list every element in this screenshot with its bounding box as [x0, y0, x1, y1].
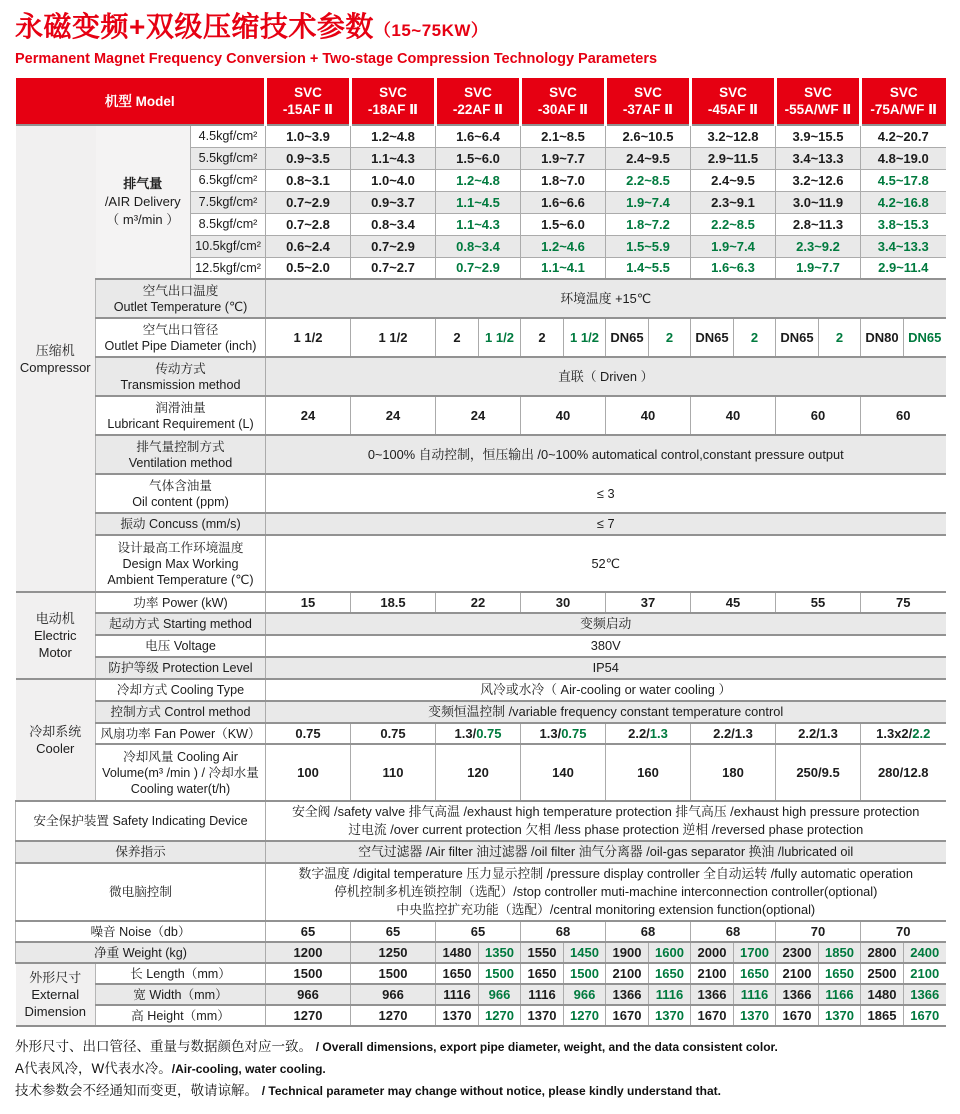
table-row	[16, 279, 946, 318]
value-cell: 100	[266, 744, 351, 801]
model-cell: SVC -55A/WF Ⅱ	[776, 78, 861, 125]
value-cell: 18.5	[351, 592, 436, 613]
value-cell: 2100	[776, 963, 819, 984]
row-label: 冷却风量 Cooling Air Volume(m³ /min ) / 冷却水量 Cooling water(t/h)	[96, 744, 266, 801]
model-cell: SVC -18AF Ⅱ	[351, 78, 436, 125]
group-label: 电动机 Electric Motor	[16, 592, 96, 679]
value-cell-green: 1370	[734, 1005, 776, 1026]
table-row	[16, 635, 946, 657]
model-cell: SVC -30AF Ⅱ	[521, 78, 606, 125]
parameters-table	[15, 78, 946, 1027]
value-cell: 1250	[351, 942, 436, 963]
value-cell: 1366	[776, 984, 819, 1005]
row-label: 润滑油量 Lubricant Requirement (L)	[96, 396, 266, 435]
value-cell	[861, 191, 946, 213]
value-cell: 2.2/1.3	[776, 723, 861, 744]
value-cell-green: 1116	[649, 984, 691, 1005]
value-cell: 3.2~12.8	[691, 125, 776, 147]
value-cell	[436, 191, 521, 213]
value-cell: 1.0~4.0	[351, 169, 436, 191]
green-value: 2.3~9.2	[796, 238, 840, 254]
value-cell-green: 2	[734, 318, 776, 357]
value-cell-green: 1166	[819, 984, 861, 1005]
value-cell-green: 1116	[734, 984, 776, 1005]
value-cell: 180	[691, 744, 776, 801]
green-value: 1.1~4.3	[456, 216, 500, 232]
value-cell: 0.7~2.9	[266, 191, 351, 213]
value-cell: 2	[436, 318, 479, 357]
value-cell: 70	[776, 921, 861, 942]
value-cell: DN65	[691, 318, 734, 357]
value-cell: 60	[776, 396, 861, 435]
value-cell: 1.9~7.7	[521, 147, 606, 169]
row-label: 噪音 Noise（db）	[16, 921, 266, 942]
value-cell-green: 1350	[479, 942, 521, 963]
span-value: 直联（ Driven ）	[266, 357, 946, 396]
value-cell-green: 1370	[649, 1005, 691, 1026]
value-cell: 2500	[861, 963, 904, 984]
value-cell: 70	[861, 921, 946, 942]
value-cell: 0.75	[266, 723, 351, 744]
table-row	[16, 592, 946, 613]
pressure-label: 12.5kgf/cm²	[191, 257, 266, 279]
value-cell: 2.1~8.5	[521, 125, 606, 147]
value-cell: 0.75	[351, 723, 436, 744]
span-value: ≤ 7	[266, 513, 946, 535]
table-row	[16, 863, 946, 921]
value-cell: 1650	[436, 963, 479, 984]
air-delivery-label: 排气量 /AIR Delivery （ m³/min ）	[96, 125, 191, 279]
row-label: 设计最高工作环境温度 Design Max Working Ambient Temperature (℃)	[96, 535, 266, 592]
value-cell-green: 2	[819, 318, 861, 357]
value-cell	[776, 257, 861, 279]
value-cell: 2.4~9.5	[691, 169, 776, 191]
value-cell: 40	[606, 396, 691, 435]
value-cell: 1200	[266, 942, 351, 963]
value-cell	[606, 169, 691, 191]
span-value: 380V	[266, 635, 946, 657]
value-cell: 40	[691, 396, 776, 435]
row-label: 防护等级 Protection Level	[96, 657, 266, 679]
value-cell: 2.9~11.5	[691, 147, 776, 169]
value-cell: 1900	[606, 942, 649, 963]
value-cell-green: 1650	[819, 963, 861, 984]
table-header-row	[16, 78, 946, 125]
row-label: 起动方式 Starting method	[96, 613, 266, 635]
value-cell-green: 1 1/2	[564, 318, 606, 357]
value-cell: 1.0~3.9	[266, 125, 351, 147]
table-row	[16, 701, 946, 723]
value-cell: 1116	[521, 984, 564, 1005]
value-cell: 1500	[351, 963, 436, 984]
value-cell-green: 2	[649, 318, 691, 357]
value-cell: 30	[521, 592, 606, 613]
value-cell: 1865	[861, 1005, 904, 1026]
green-value: 2.2~8.5	[711, 216, 755, 232]
value-cell: 2.4~9.5	[606, 147, 691, 169]
green-value: 1.4~5.5	[626, 260, 670, 276]
value-cell-green: 1500	[479, 963, 521, 984]
group-label: 外形尺寸 External Dimension	[16, 963, 96, 1026]
value-cell: 1 1/2	[266, 318, 351, 357]
value-cell: 2100	[606, 963, 649, 984]
value-cell: 55	[776, 592, 861, 613]
value-cell: 1.5~6.0	[436, 147, 521, 169]
value-cell: 45	[691, 592, 776, 613]
value-cell: 68	[521, 921, 606, 942]
value-cell-green: 1 1/2	[479, 318, 521, 357]
row-label: 微电脑控制	[16, 863, 266, 921]
span-value: 52℃	[266, 535, 946, 592]
value-cell	[861, 235, 946, 257]
note-zh: 技术参数会不经通知而变更，敬请谅解。	[15, 1083, 258, 1098]
row-label: 安全保护装置 Safety Indicating Device	[16, 801, 266, 841]
row-label: 功率 Power (kW)	[96, 592, 266, 613]
value-cell	[606, 191, 691, 213]
value-cell: 65	[266, 921, 351, 942]
value-cell: 24	[436, 396, 521, 435]
green-value: 0.75	[561, 726, 587, 741]
value-cell: 1670	[606, 1005, 649, 1026]
value-cell	[691, 213, 776, 235]
value-cell: 1.1~4.3	[351, 147, 436, 169]
value-cell	[691, 257, 776, 279]
model-cell: SVC -45AF Ⅱ	[691, 78, 776, 125]
value-cell	[691, 235, 776, 257]
value-cell: 24	[266, 396, 351, 435]
table-row	[16, 679, 946, 701]
value-cell: 1.3x2/2.2	[861, 723, 946, 744]
span-value: 环境温度 +15℃	[266, 279, 946, 318]
value-cell: 65	[351, 921, 436, 942]
value-cell: 2300	[776, 942, 819, 963]
model-cell: SVC -75A/WF Ⅱ	[861, 78, 946, 125]
value-cell-green: 1366	[904, 984, 946, 1005]
green-value: 2.2~8.5	[626, 172, 670, 188]
value-cell	[521, 235, 606, 257]
table-row	[16, 942, 946, 963]
value-cell: 2.8~11.3	[776, 213, 861, 235]
pressure-label: 8.5kgf/cm²	[191, 213, 266, 235]
value-cell: 1480	[436, 942, 479, 963]
value-cell: DN80	[861, 318, 904, 357]
row-label: 保养指示	[16, 841, 266, 863]
row-label: 高 Height（mm）	[96, 1005, 266, 1026]
value-cell: 68	[691, 921, 776, 942]
value-cell	[436, 257, 521, 279]
value-cell: 1370	[436, 1005, 479, 1026]
page-title	[15, 10, 945, 48]
value-cell: 1.6~6.6	[521, 191, 606, 213]
green-value: 2.9~11.4	[878, 260, 929, 276]
green-value: 3.8~15.3	[877, 216, 929, 232]
pressure-label: 6.5kgf/cm²	[191, 169, 266, 191]
value-cell: 4.8~19.0	[861, 147, 946, 169]
value-cell: DN65	[606, 318, 649, 357]
span-value: 空气过滤器 /Air filter 油过滤器 /oil filter 油气分离器 /oil-gas separator 换油 /lubricated oil	[266, 841, 946, 863]
value-cell	[861, 213, 946, 235]
span-value: 变频恒温控制 /variable frequency constant temperature control	[266, 701, 946, 723]
value-cell: 280/12.8	[861, 744, 946, 801]
note-line	[15, 1080, 945, 1102]
model-cell: SVC -22AF Ⅱ	[436, 78, 521, 125]
footnotes	[15, 1036, 945, 1102]
green-value: 1.3	[649, 726, 668, 741]
value-cell-green: 1650	[649, 963, 691, 984]
note-zh: A代表风冷，W代表水冷。	[15, 1061, 172, 1076]
page-title-zh: 永磁变频+双级压缩技术参数	[15, 11, 374, 42]
green-value: 1.6~6.3	[711, 260, 755, 276]
table-row	[16, 657, 946, 679]
value-cell: 40	[521, 396, 606, 435]
green-value: 1.9~7.7	[796, 260, 840, 276]
span-value: 安全阀 /safety valve 排气高温 /exhaust high temperature protection 排气高压 /exhaust high pressure protection 过电流 /over current protection 欠相 /less phase protection 逆相 /reversed phase protection	[266, 801, 946, 841]
row-label: 传动方式 Transmission method	[96, 357, 266, 396]
value-cell-green: 1270	[564, 1005, 606, 1026]
green-value: 2.2	[912, 726, 931, 741]
value-cell: 2000	[691, 942, 734, 963]
value-cell: 60	[861, 396, 946, 435]
table-row	[16, 474, 946, 513]
value-cell: 75	[861, 592, 946, 613]
note-en: / Technical parameter may change without notice, please kindly understand that.	[261, 1084, 721, 1098]
page-subtitle: Permanent Magnet Frequency Conversion + Two-stage Compression Technology Parameters	[15, 51, 658, 67]
value-cell-green: 1450	[564, 942, 606, 963]
value-cell: 2	[521, 318, 564, 357]
row-label: 气体含油量 Oil content (ppm)	[96, 474, 266, 513]
table-row	[16, 613, 946, 635]
green-value: 1.5~5.9	[626, 238, 670, 254]
green-value: 4.5~17.8	[877, 172, 929, 188]
value-cell-green: 1500	[564, 963, 606, 984]
note-en: /Air-cooling, water cooling.	[171, 1062, 326, 1076]
value-cell: 1500	[266, 963, 351, 984]
table-row	[16, 1005, 946, 1026]
value-cell: 3.4~13.3	[776, 147, 861, 169]
table-row	[16, 435, 946, 474]
green-value: 1.9~7.4	[626, 194, 670, 210]
value-cell: 1.3/0.75	[521, 723, 606, 744]
value-cell: 2.6~10.5	[606, 125, 691, 147]
value-cell: 1650	[521, 963, 564, 984]
page-title-kw: （15~75KW）	[373, 21, 489, 40]
span-value: ≤ 3	[266, 474, 946, 513]
span-value: 0~100% 自动控制，恒压输出 /0~100% automatical control,constant pressure output	[266, 435, 946, 474]
group-label: 冷却系统 Cooler	[16, 679, 96, 801]
value-cell: 1370	[521, 1005, 564, 1026]
value-cell: 1.3/0.75	[436, 723, 521, 744]
span-value: 变频启动	[266, 613, 946, 635]
value-cell	[861, 169, 946, 191]
value-cell	[521, 257, 606, 279]
value-cell: 0.8~3.1	[266, 169, 351, 191]
table-row	[16, 723, 946, 744]
green-value: 0.8~3.4	[456, 238, 500, 254]
value-cell: 24	[351, 396, 436, 435]
value-cell: DN65	[776, 318, 819, 357]
table-row	[16, 841, 946, 863]
value-cell	[606, 235, 691, 257]
value-cell-green: 1370	[819, 1005, 861, 1026]
value-cell: 1.8~7.0	[521, 169, 606, 191]
value-cell-green: 1700	[734, 942, 776, 963]
value-cell: 2.2/1.3	[691, 723, 776, 744]
value-cell: 0.7~2.8	[266, 213, 351, 235]
value-cell-green: 1270	[479, 1005, 521, 1026]
row-label: 振动 Concuss (mm/s)	[96, 513, 266, 535]
table-row	[16, 535, 946, 592]
pressure-label: 10.5kgf/cm²	[191, 235, 266, 257]
model-cell: SVC -15AF Ⅱ	[266, 78, 351, 125]
green-value: 1.8~7.2	[626, 216, 670, 232]
value-cell: 250/9.5	[776, 744, 861, 801]
value-cell: 1670	[776, 1005, 819, 1026]
value-cell: 1.5~6.0	[521, 213, 606, 235]
span-value: IP54	[266, 657, 946, 679]
value-cell: 2100	[691, 963, 734, 984]
value-cell-green: 966	[479, 984, 521, 1005]
value-cell-green: DN65	[904, 318, 946, 357]
value-cell: 0.6~2.4	[266, 235, 351, 257]
row-label: 长 Length（mm）	[96, 963, 266, 984]
note-line	[15, 1036, 945, 1058]
span-value: 风冷或水冷（ Air-cooling or water cooling ）	[266, 679, 946, 701]
table-row	[16, 801, 946, 841]
value-cell	[861, 257, 946, 279]
value-cell	[606, 257, 691, 279]
model-header-cell: 机型 Model	[16, 78, 266, 125]
value-cell: 2800	[861, 942, 904, 963]
value-cell	[606, 213, 691, 235]
value-cell: 140	[521, 744, 606, 801]
value-cell-green: 966	[564, 984, 606, 1005]
green-value: 1.2~4.6	[541, 238, 585, 254]
value-cell: 15	[266, 592, 351, 613]
value-cell: 68	[606, 921, 691, 942]
value-cell: 966	[266, 984, 351, 1005]
note-zh: 外形尺寸、出口管径、重量与数据颜色对应一致。	[15, 1039, 312, 1054]
value-cell: 110	[351, 744, 436, 801]
green-value: 0.7~2.9	[456, 260, 500, 276]
value-cell: 37	[606, 592, 691, 613]
row-label: 净重 Weight (kg)	[16, 942, 266, 963]
value-cell: 1480	[861, 984, 904, 1005]
row-label: 宽 Width（mm）	[96, 984, 266, 1005]
value-cell: 120	[436, 744, 521, 801]
value-cell: 0.5~2.0	[266, 257, 351, 279]
span-value: 数字温度 /digital temperature 压力显示控制 /pressure display controller 全自动运转 /fully automatic operation 停机控制多机连锁控制（选配）/stop controller muti-machine interconnection controller(optional) 中央监控扩充功能（选配）/central monitoring extension function(optional)	[266, 863, 946, 921]
value-cell: 0.7~2.9	[351, 235, 436, 257]
green-value: 4.2~16.8	[877, 194, 929, 210]
value-cell-green: 1650	[734, 963, 776, 984]
green-value: 1.1~4.5	[456, 194, 500, 210]
value-cell: 4.2~20.7	[861, 125, 946, 147]
value-cell: 0.8~3.4	[351, 213, 436, 235]
pressure-label: 4.5kgf/cm²	[191, 125, 266, 147]
value-cell: 3.9~15.5	[776, 125, 861, 147]
value-cell: 0.9~3.5	[266, 147, 351, 169]
green-value: 1.9~7.4	[711, 238, 755, 254]
value-cell: 1270	[266, 1005, 351, 1026]
table-row	[16, 357, 946, 396]
value-cell: 1366	[606, 984, 649, 1005]
note-line	[15, 1058, 945, 1080]
value-cell: 1366	[691, 984, 734, 1005]
group-label: 压缩机 Compressor	[16, 125, 96, 592]
row-label: 冷却方式 Cooling Type	[96, 679, 266, 701]
value-cell: 0.7~2.7	[351, 257, 436, 279]
value-cell	[436, 169, 521, 191]
pressure-label: 5.5kgf/cm²	[191, 147, 266, 169]
model-cell: SVC -37AF Ⅱ	[606, 78, 691, 125]
green-value: 1.1~4.1	[541, 260, 585, 276]
value-cell	[776, 235, 861, 257]
table-row	[16, 984, 946, 1005]
row-label: 空气出口温度 Outlet Temperature (℃)	[96, 279, 266, 318]
table-row	[16, 125, 946, 147]
value-cell: 1670	[691, 1005, 734, 1026]
row-label: 电压 Voltage	[96, 635, 266, 657]
value-cell: 2.3~9.1	[691, 191, 776, 213]
green-value: 0.75	[476, 726, 502, 741]
value-cell: 160	[606, 744, 691, 801]
value-cell	[436, 235, 521, 257]
value-cell: 1550	[521, 942, 564, 963]
value-cell: 0.9~3.7	[351, 191, 436, 213]
table-row	[16, 921, 946, 942]
value-cell-green: 2100	[904, 963, 946, 984]
row-label: 空气出口管径 Outlet Pipe Diameter (inch)	[96, 318, 266, 357]
row-label: 排气量控制方式 Ventilation method	[96, 435, 266, 474]
row-label: 风扇功率 Fan Power（KW）	[96, 723, 266, 744]
table-row	[16, 396, 946, 435]
pressure-label: 7.5kgf/cm²	[191, 191, 266, 213]
value-cell: 1270	[351, 1005, 436, 1026]
table-row	[16, 744, 946, 801]
row-label: 控制方式 Control method	[96, 701, 266, 723]
note-en: / Overall dimensions, export pipe diameter, weight, and the data consistent color.	[315, 1040, 778, 1054]
green-value: 1.2~4.8	[456, 172, 500, 188]
value-cell: 3.0~11.9	[776, 191, 861, 213]
value-cell: 3.2~12.6	[776, 169, 861, 191]
value-cell-green: 2400	[904, 942, 946, 963]
value-cell-green: 1850	[819, 942, 861, 963]
table-row	[16, 318, 946, 357]
value-cell: 65	[436, 921, 521, 942]
green-value: 3.4~13.3	[877, 238, 929, 254]
value-cell-green: 1600	[649, 942, 691, 963]
value-cell: 1116	[436, 984, 479, 1005]
value-cell: 22	[436, 592, 521, 613]
table-row	[16, 963, 946, 984]
value-cell: 2.2/1.3	[606, 723, 691, 744]
value-cell: 1.6~6.4	[436, 125, 521, 147]
value-cell: 1 1/2	[351, 318, 436, 357]
value-cell	[436, 213, 521, 235]
value-cell-green: 1670	[904, 1005, 946, 1026]
table-row	[16, 513, 946, 535]
value-cell: 1.2~4.8	[351, 125, 436, 147]
parameters-table-container	[15, 78, 945, 1027]
value-cell: 966	[351, 984, 436, 1005]
